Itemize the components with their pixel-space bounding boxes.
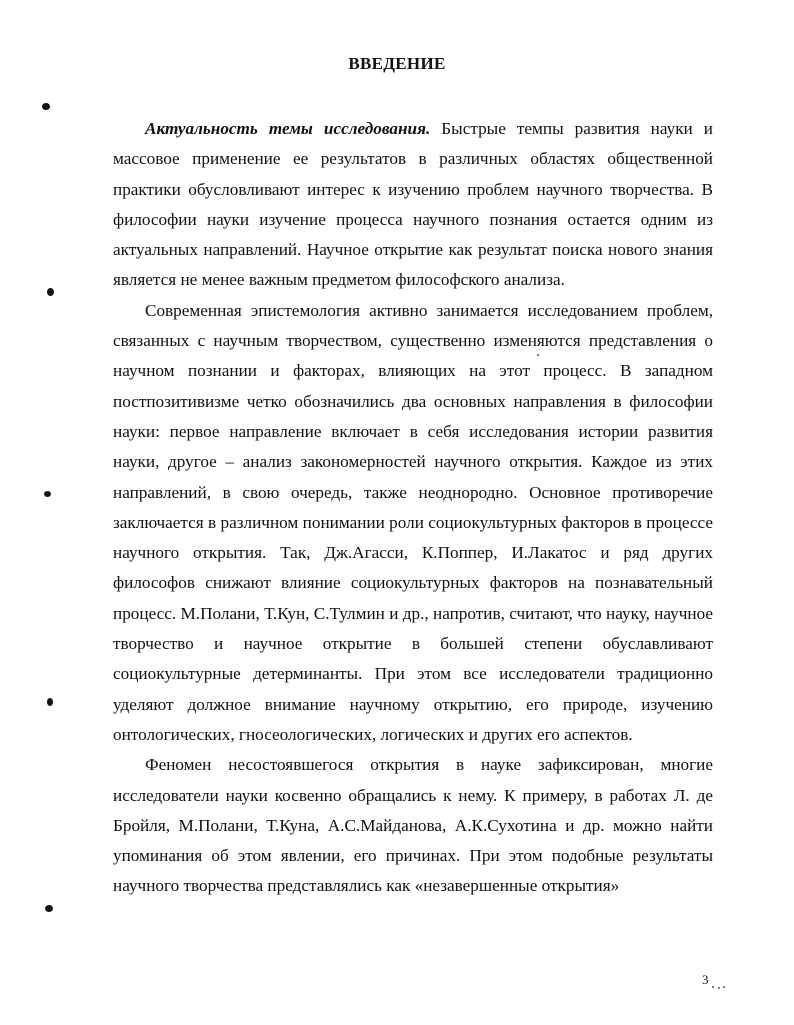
scan-hole-mark (44, 491, 51, 497)
paragraph-text: Быстрые темпы развития науки и массовое применение ее результатов в различных областях общественной практики обусловливают интерес к изучению проблем научного творчества. В философии науки изучение процесса научного познания остается одним из актуальных направлений. Научное открытие как результат поиска нового знания является не менее важным предметом философского анализа. (113, 119, 713, 290)
page-title: ВВЕДЕНИЕ (348, 54, 446, 73)
scan-hole-mark (45, 905, 53, 912)
paragraph-phenomenon (113, 750, 713, 901)
paragraph-epistemology (113, 296, 713, 750)
scan-speck (723, 986, 725, 988)
page-number: 3 (702, 972, 709, 987)
paragraph-lead: Актуальность темы исследования. (145, 119, 431, 138)
scan-speck (718, 987, 720, 989)
paragraph-relevance (113, 114, 713, 296)
paragraph-text: Современная эпистемология активно занимается исследованием проблем, связанных с научным творчеством, существенно изменяются представления о научном познании и факторах, влияющих на этот процесс. В западном постпозитивизме четко обозначились два основных направления в философии науки: первое направление включает в себя исследования истории развития науки, другое – анализ закономерностей научного открытия. Каждое из этих направлений, в свою очередь, также неоднородно. Основное противоречие заключается в различном понимании роли социокультурных факторов в процессе научного открытия. Так, Дж.Агасси, К.Поппер, И.Лакатос и ряд других философов снижают влияние социокультурных факторов на познавательный процесс. М.Полани, Т.Кун, С.Тулмин и др., напротив, считают, что науку, научное творчество и научное открытие в большей степени обуславливают социокультурные детерминанты. При этом все исследователи традиционно уделяют должное внимание научному открытию, его природе, изучению онтологических, гносеологических, логических и других его аспектов. (113, 300, 713, 744)
scan-speck (712, 986, 714, 988)
scan-hole-mark (42, 103, 50, 110)
paragraph-text: Феномен несостоявшегося открытия в науке зафиксирован, многие исследователи науки косвенно обращались к нему. К примеру, в работах Л. де Бройля, М.Полани, Т.Куна, А.С.Майданова, А.К.Сухотина и др. можно найти упоминания об этом явлении, его причинах. При этом подобные результаты научного творчества представлялись как «незавершенные открытия» (113, 755, 713, 896)
scan-hole-mark (47, 288, 54, 296)
body-text (113, 114, 713, 902)
scan-hole-mark (47, 698, 53, 706)
